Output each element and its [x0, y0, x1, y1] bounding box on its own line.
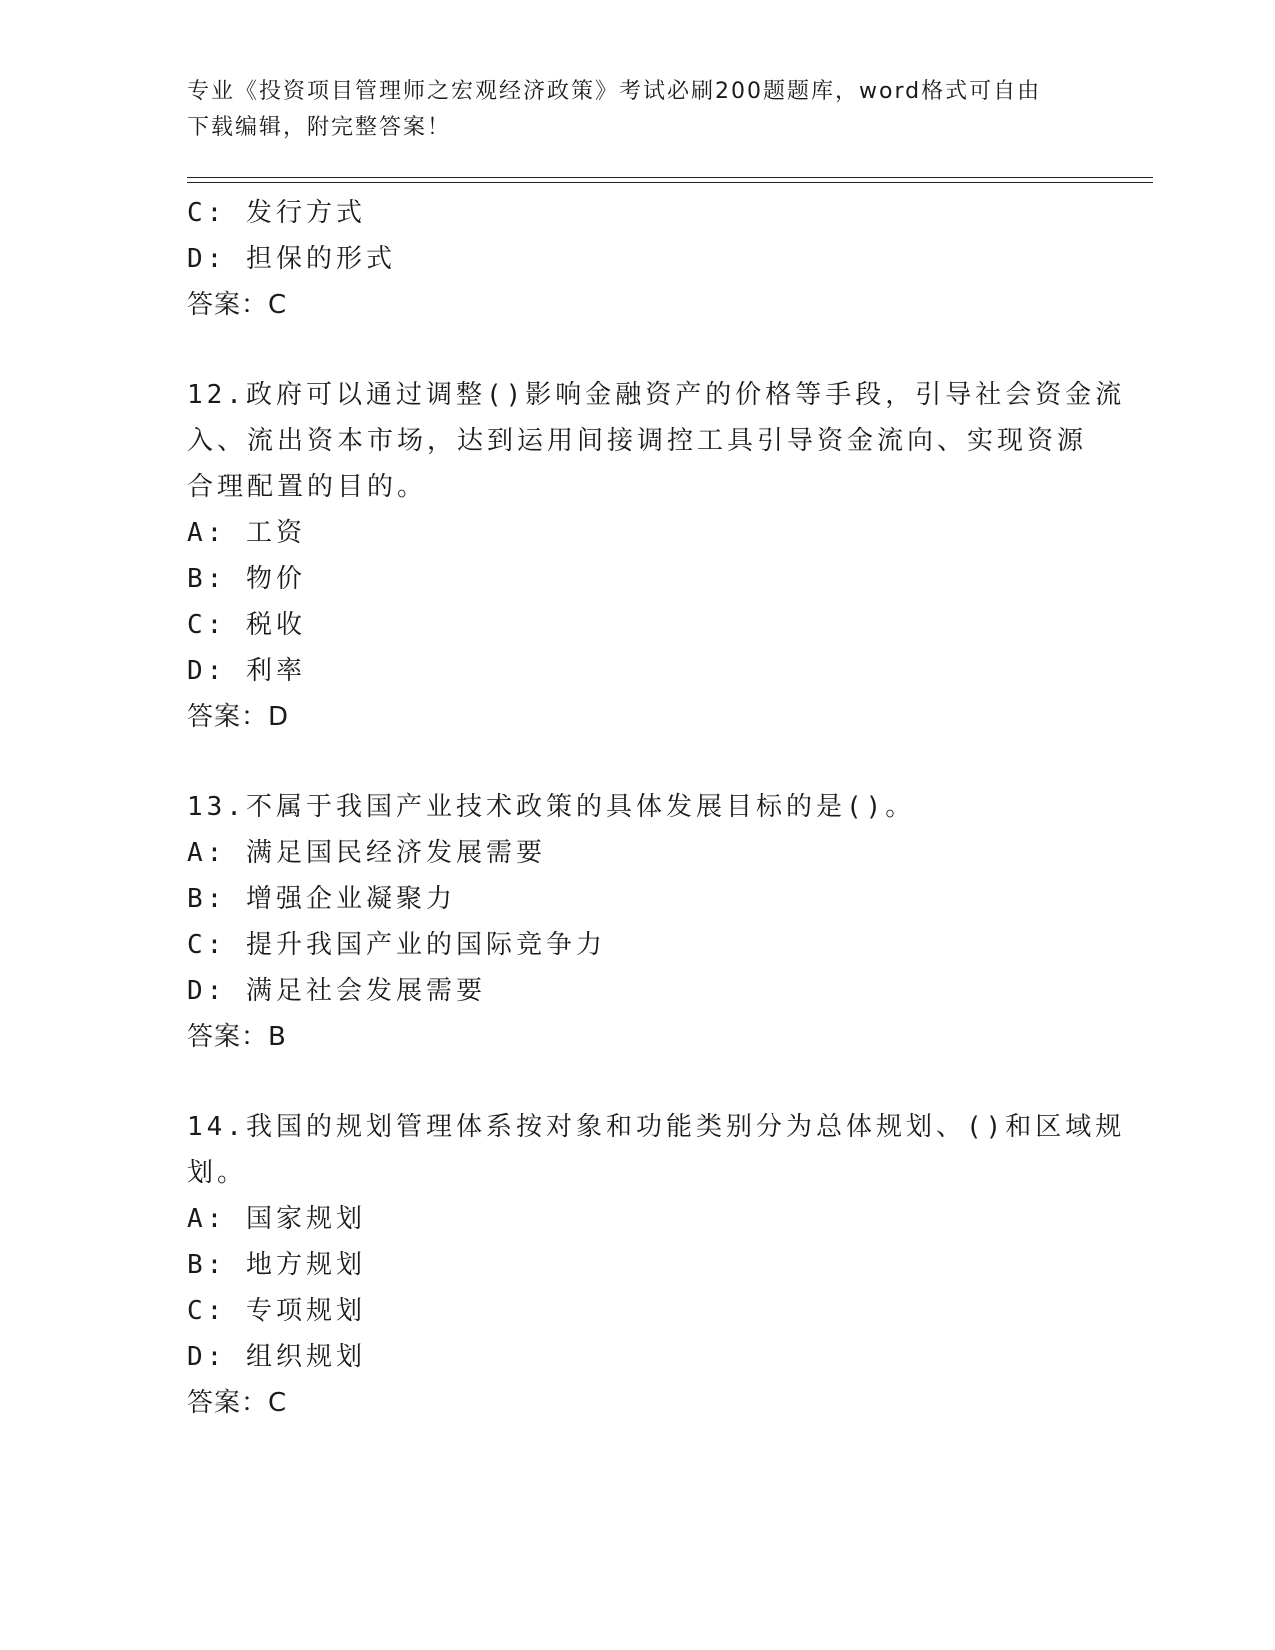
answer: 答案：C [187, 290, 288, 320]
question-13 [187, 784, 1077, 1060]
option-c: C: 提升我国产业的国际竞争力 [187, 930, 606, 960]
question-text-line: 合理配置的目的。 [187, 472, 428, 502]
question-14 [187, 1104, 1126, 1426]
question-text-line: 14.我国的规划管理体系按对象和功能类别分为总体规划、()和区域规 [187, 1112, 1126, 1142]
question-12 [187, 372, 1126, 740]
option-c: C: 税收 [187, 610, 306, 640]
question-text-line: 13.不属于我国产业技术政策的具体发展目标的是()。 [187, 792, 916, 822]
option-d: D: 满足社会发展需要 [187, 976, 486, 1006]
header-line-1: 专业《投资项目管理师之宏观经济政策》考试必刷200题题库，word格式可自由 [187, 79, 1042, 104]
option-d: D: 利率 [187, 656, 306, 686]
option-b: B: 增强企业凝聚力 [187, 884, 456, 914]
option-b: B: 地方规划 [187, 1250, 366, 1280]
answer: 答案：D [187, 702, 290, 732]
option-a: A: 工资 [187, 518, 306, 548]
question-list [187, 190, 1126, 1426]
answer: 答案：C [187, 1388, 288, 1418]
header-rule-bottom [187, 182, 1153, 183]
question-text-line: 划。 [187, 1158, 248, 1188]
option-a: A: 满足国民经济发展需要 [187, 838, 546, 868]
header-line-2: 下载编辑，附完整答案！ [187, 115, 452, 140]
option-c: C: 发行方式 [187, 198, 366, 228]
question-text-line: 12.政府可以通过调整()影响金融资产的价格等手段，引导社会资金流 [187, 380, 1126, 410]
option-d: D: 组织规划 [187, 1342, 366, 1372]
option-b: B: 物价 [187, 564, 306, 594]
document-header [187, 74, 1067, 146]
question-11-continued [187, 190, 1077, 328]
option-a: A: 国家规划 [187, 1204, 366, 1234]
question-text-line: 入、流出资本市场，达到运用间接调控工具引导资金流向、实现资源 [187, 426, 1088, 456]
option-c: C: 专项规划 [187, 1296, 366, 1326]
option-d: D: 担保的形式 [187, 244, 396, 274]
header-rule-top [187, 177, 1153, 178]
answer: 答案：B [187, 1022, 287, 1052]
